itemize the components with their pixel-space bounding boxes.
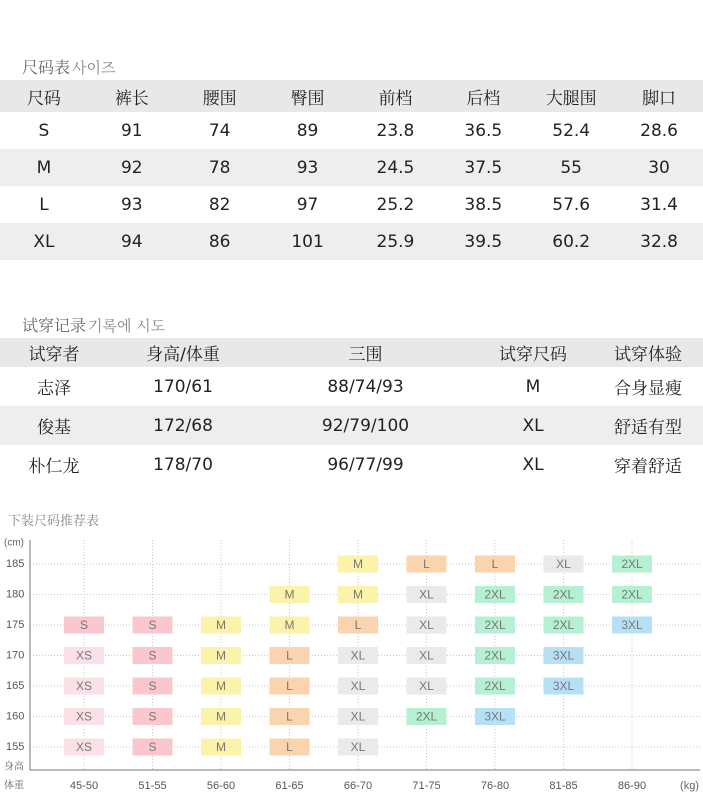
chart-title: 下装尺码推荐表 <box>8 514 100 529</box>
table-cell: 94 <box>88 223 176 260</box>
table-cell: 178/70 <box>153 454 213 475</box>
trial-table-subtitle: 기록에 시도 <box>88 317 166 335</box>
size-header-cell: 腰围 <box>176 80 264 112</box>
size-badge-label: M <box>216 618 226 633</box>
table-cell: L <box>39 194 49 215</box>
table-cell: 23.8 <box>376 120 415 141</box>
x-tick-label: 86-90 <box>617 779 647 792</box>
table-cell: 37.5 <box>439 149 527 186</box>
table-cell: 101 <box>264 223 352 260</box>
size-table-subtitle: 사이즈 <box>72 59 116 77</box>
size-badge-label: XL <box>350 648 366 663</box>
size-badge-label: M <box>216 709 226 724</box>
table-cell: 78 <box>176 149 264 186</box>
x-tick-label: 76-80 <box>480 779 510 792</box>
table-row <box>0 223 703 260</box>
size-badge-label: L <box>423 557 430 572</box>
table-cell: 88/74/93 <box>327 376 404 397</box>
table-cell: 38.5 <box>464 194 503 215</box>
x-tick-label: 71-75 <box>412 779 441 792</box>
size-badge-label: 3XL <box>552 648 575 663</box>
x-tick-label: 56-60 <box>206 779 236 792</box>
size-badge-label: 2XL <box>484 618 506 633</box>
table-cell: 91 <box>120 120 143 141</box>
table-cell: 25.9 <box>352 223 440 260</box>
table-cell: 89 <box>296 120 319 141</box>
table-row <box>0 149 703 186</box>
size-badge-label: L <box>286 648 293 663</box>
table-cell: XL <box>522 454 544 475</box>
size-badge-label: 2XL <box>621 557 643 572</box>
size-header-cell: 裤长 <box>88 80 176 112</box>
size-badge-label: XL <box>350 740 366 755</box>
size-table-title <box>22 55 116 78</box>
size-header-cell: 后档 <box>439 80 527 112</box>
size-badge-label: XL <box>350 709 366 724</box>
size-badge-label: L <box>354 618 362 633</box>
table-cell: 55 <box>527 149 615 186</box>
size-badge-label: XL <box>350 679 366 694</box>
size-badge-label: 2XL <box>552 587 575 602</box>
table-cell: 28.6 <box>640 120 678 141</box>
table-cell: 74 <box>208 120 231 141</box>
table-cell: XL <box>0 223 88 260</box>
table-cell: 朴仁龙 <box>28 457 80 477</box>
x-tick-label: 61-65 <box>275 779 304 792</box>
size-badge-label: S <box>148 679 157 694</box>
size-badge-label: 3XL <box>621 618 643 633</box>
size-badge-label: XS <box>75 679 93 694</box>
y-tick-label: 180 <box>6 588 25 601</box>
size-badge-label: XL <box>419 618 434 633</box>
size-badge-label: S <box>148 618 157 633</box>
size-badge-label: XL <box>419 679 434 694</box>
table-cell: 97 <box>296 194 319 215</box>
size-badge-label: XL <box>556 557 571 572</box>
size-badge-label: 2XL <box>415 709 438 724</box>
y-axis-label: 身高 <box>4 761 24 773</box>
y-tick-label: 175 <box>6 618 25 631</box>
table-cell: M <box>525 376 541 397</box>
size-badge-label: XS <box>75 740 93 755</box>
size-badge-label: M <box>216 648 226 663</box>
size-badge-label: M <box>284 587 295 602</box>
trial-table-header-row <box>0 338 703 367</box>
size-header-cell: 脚口 <box>615 80 703 112</box>
table-row <box>0 112 703 149</box>
y-tick-label: 160 <box>6 710 25 723</box>
y-axis-unit: (cm) <box>4 537 24 549</box>
size-badge-label: 2XL <box>484 648 506 663</box>
size-badge-label: L <box>491 557 499 572</box>
table-cell: 60.2 <box>527 223 615 260</box>
size-badge-label: 2XL <box>621 587 643 602</box>
size-header-cell: 前档 <box>352 80 440 112</box>
x-axis-unit: (kg) <box>680 779 699 792</box>
size-badge-label: XS <box>75 709 93 724</box>
size-badge-label: M <box>216 740 226 755</box>
size-badge-label: M <box>353 557 363 572</box>
x-tick-label: 66-70 <box>343 779 373 792</box>
size-header-cell: 臀围 <box>264 80 352 112</box>
table-cell: 25.2 <box>376 194 415 215</box>
size-table <box>0 80 703 260</box>
table-row <box>0 406 703 445</box>
size-header-cell: 尺码 <box>0 80 88 112</box>
size-badge-label: S <box>148 648 157 663</box>
size-badge-label: 3XL <box>552 679 575 694</box>
table-cell: 31.4 <box>640 194 678 215</box>
trial-header-cell: 试穿体验 <box>593 338 703 367</box>
table-cell: 24.5 <box>352 149 440 186</box>
trial-header-cell: 试穿尺码 <box>473 338 593 367</box>
size-badge-label: L <box>286 679 293 694</box>
table-cell: S <box>38 120 50 141</box>
table-cell: 172/68 <box>108 406 258 445</box>
table-cell: 92/79/100 <box>258 406 473 445</box>
table-cell: 30 <box>615 149 703 186</box>
table-cell: 170/61 <box>153 376 213 397</box>
size-badge-label: XL <box>419 648 434 663</box>
size-badge-label: M <box>216 679 226 694</box>
x-axis-label: 体重 <box>4 780 24 792</box>
y-tick-label: 185 <box>6 557 25 570</box>
size-badge-label: L <box>286 709 293 724</box>
size-badge-label: S <box>79 618 89 633</box>
table-cell: XL <box>473 406 593 445</box>
table-cell: 93 <box>264 149 352 186</box>
size-badge-label: XL <box>419 587 434 602</box>
table-row <box>0 445 703 484</box>
table-cell: 93 <box>120 194 143 215</box>
trial-table-title-text: 试穿记录 <box>22 316 87 335</box>
table-cell: 舒适有型 <box>593 406 703 445</box>
size-badge-label: 2XL <box>484 679 506 694</box>
y-tick-label: 155 <box>6 740 25 753</box>
size-badge-label: S <box>148 709 157 724</box>
trial-table <box>0 338 703 484</box>
size-badge-label: L <box>286 740 293 755</box>
table-cell: 39.5 <box>439 223 527 260</box>
x-tick-label: 81-85 <box>549 779 578 792</box>
x-tick-label: 51-55 <box>138 779 167 792</box>
trial-header-cell: 身高/体重 <box>108 338 258 367</box>
size-badge-label: 3XL <box>484 709 506 724</box>
size-table-title-text: 尺码表 <box>22 58 71 77</box>
table-cell: 穿着舒适 <box>614 457 682 477</box>
table-cell: 志泽 <box>37 379 71 399</box>
table-cell: 92 <box>88 149 176 186</box>
trial-header-cell: 三围 <box>258 338 473 367</box>
table-cell: 36.5 <box>464 120 503 141</box>
table-cell: 俊基 <box>0 406 108 445</box>
size-badge-label: S <box>148 740 157 755</box>
size-recommendation-chart <box>0 532 703 800</box>
table-cell: 52.4 <box>552 120 591 141</box>
size-badge-label: 2XL <box>552 618 575 633</box>
table-row <box>0 367 703 406</box>
y-tick-label: 165 <box>6 679 25 692</box>
table-cell: M <box>0 149 88 186</box>
table-cell: 合身显瘦 <box>614 379 682 399</box>
size-table-header-row <box>0 80 703 112</box>
size-header-cell: 大腿围 <box>527 80 615 112</box>
size-badge-label: 2XL <box>484 587 506 602</box>
table-cell: 82 <box>208 194 231 215</box>
table-cell: 32.8 <box>615 223 703 260</box>
y-tick-label: 170 <box>6 649 25 662</box>
table-cell: 96/77/99 <box>327 454 404 475</box>
size-badge-label: M <box>284 618 295 633</box>
table-cell: 57.6 <box>552 194 591 215</box>
trial-table-title <box>22 313 165 336</box>
table-row <box>0 186 703 223</box>
size-badge-label: M <box>353 587 363 602</box>
size-badge-label: XS <box>75 648 93 663</box>
trial-header-cell: 试穿者 <box>0 338 108 367</box>
x-tick-label: 45-50 <box>69 779 99 792</box>
table-cell: 86 <box>176 223 264 260</box>
